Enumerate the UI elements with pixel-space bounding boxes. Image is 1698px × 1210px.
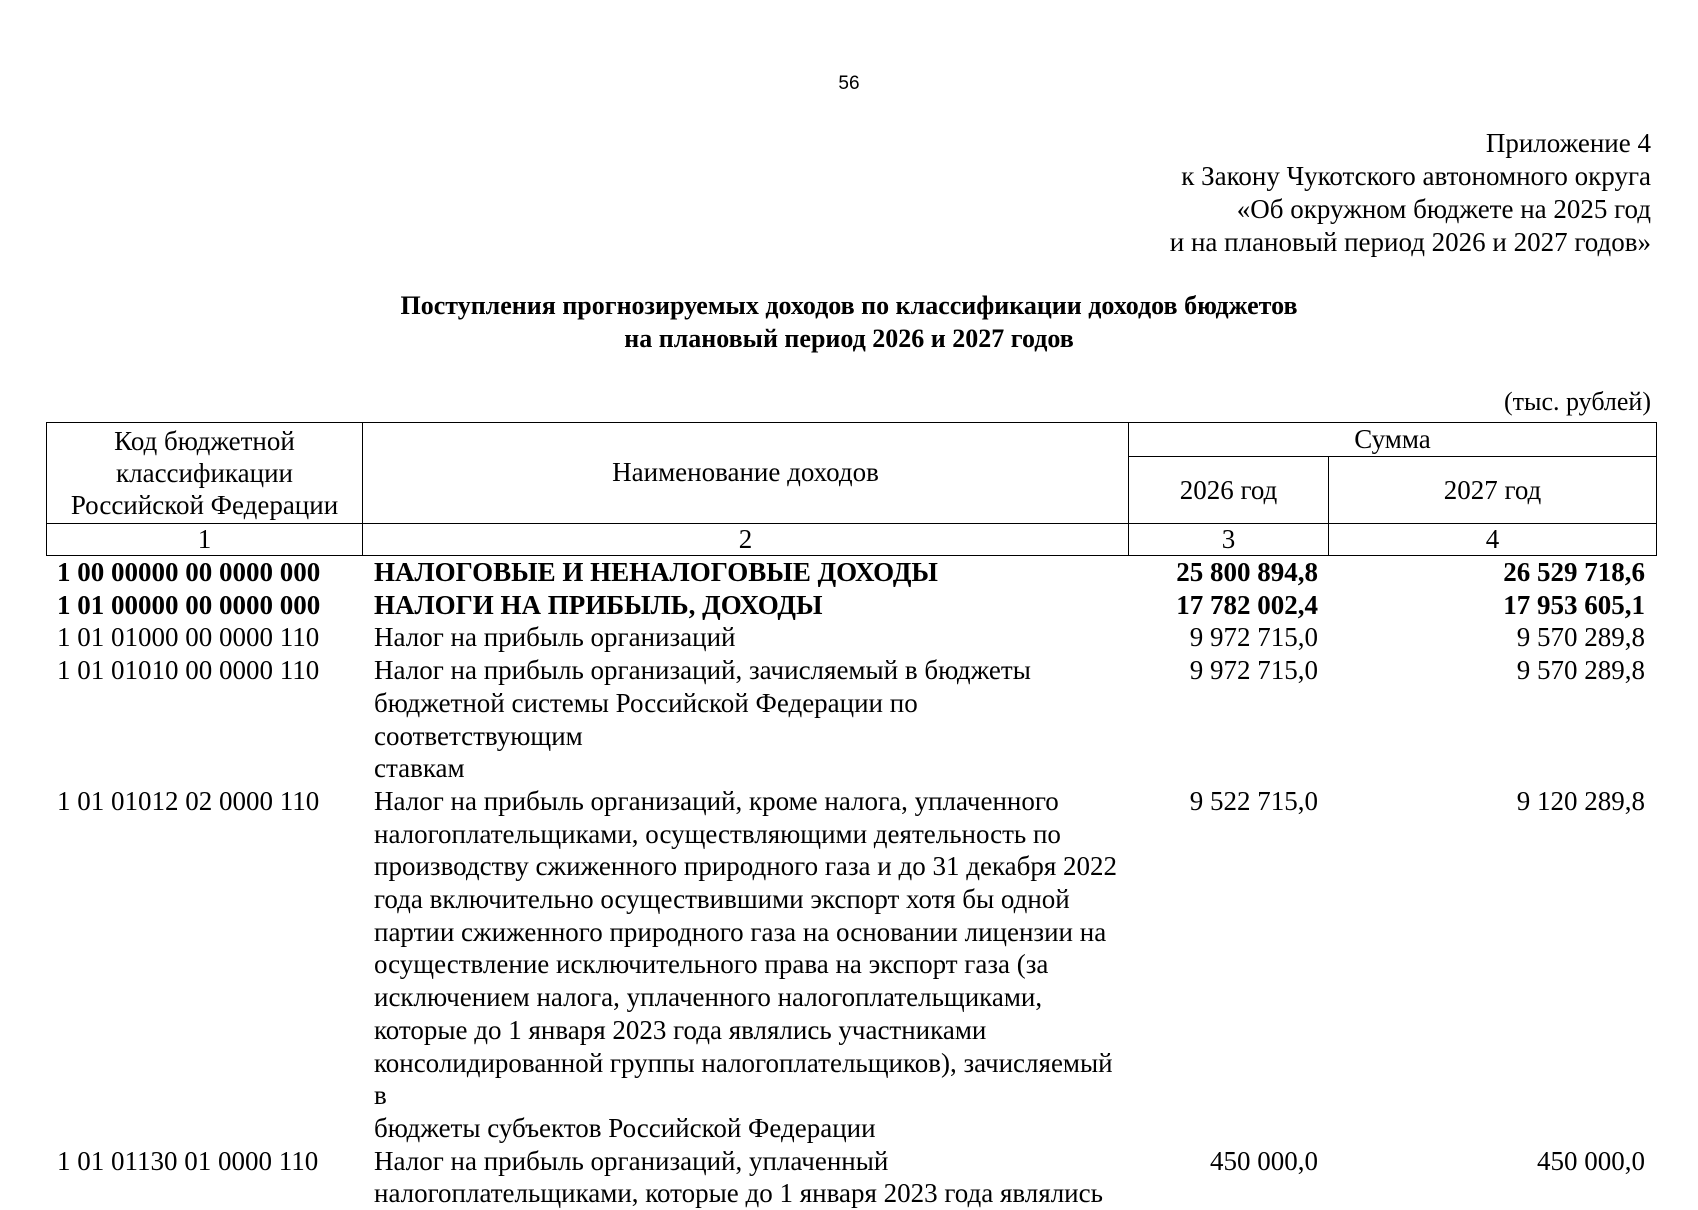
header-year-2026: 2026 год: [1129, 457, 1329, 524]
row-name-line: года включительно осуществившими экспорт хотя бы одной: [374, 884, 1070, 915]
header-year-2027: 2027 год: [1329, 457, 1657, 524]
appendix-line: и на плановый период 2026 и 2027 годов»: [1169, 227, 1651, 257]
row-value-2026: 9 522 715,0: [1189, 785, 1318, 816]
row-name-line: партии сжиженного природного газа на основании лицензии на: [374, 916, 1107, 947]
title-line: Поступления прогнозируемых доходов по классификации доходов бюджетов: [400, 291, 1298, 320]
units-note: (тыс. рублей): [1503, 387, 1651, 416]
header-code-line: классификации: [116, 458, 293, 488]
row-name-line: налогоплательщиками, осуществляющими деятельность по: [374, 818, 1061, 849]
row-name: [362, 589, 1128, 622]
row-name: [362, 556, 1128, 589]
row-name-line: НАЛОГОВЫЕ И НЕНАЛОГОВЫЕ ДОХОДЫ: [374, 557, 938, 587]
row-value-2027: 9 570 289,8: [1516, 622, 1645, 653]
row-code: 1 01 01000 00 0000 110: [57, 622, 320, 653]
column-number: 3: [1129, 524, 1329, 556]
row-value-2026: 9 972 715,0: [1189, 655, 1318, 686]
row-name-line: исключением налога, уплаченного налогоплательщиками,: [374, 982, 1043, 1013]
column-number: 2: [363, 524, 1129, 556]
row-value-2027: 450 000,0: [1537, 1145, 1645, 1176]
row-name-line: ставкам: [374, 753, 465, 784]
row-name-line: производству сжиженного природного газа и до 31 декабря 2022: [374, 851, 1118, 882]
table-row: [46, 621, 1656, 654]
table-row: [46, 785, 1656, 1145]
row-name-line: Налог на прибыль организаций, зачисляемый в бюджеты: [374, 655, 1031, 686]
column-numbers-row: [46, 523, 1657, 556]
row-name-line: бюджетной системы Российской Федерации по соответствующим: [374, 687, 918, 751]
row-name-line: консолидированной группы налогоплательщиков), зачисляемый в: [374, 1047, 1113, 1111]
row-name: [362, 621, 1128, 654]
table-row: [46, 589, 1656, 622]
row-value-2026: 450 000,0: [1210, 1145, 1318, 1176]
row-name: [362, 1145, 1128, 1210]
row-code: 1 01 00000 00 0000 000: [57, 589, 321, 620]
column-number: 1: [47, 524, 363, 556]
row-name-line: которые до 1 января 2023 года являлись участниками: [374, 1014, 987, 1045]
row-code: 1 01 01130 01 0000 110: [57, 1145, 319, 1176]
appendix-line: «Об окружном бюджете на 2025 год: [1236, 194, 1651, 224]
row-code: 1 01 01010 00 0000 110: [57, 655, 320, 686]
row-name-line: бюджеты субъектов Российской Федерации: [374, 1112, 876, 1143]
table-row: [46, 1145, 1656, 1210]
row-code: 1 00 00000 00 0000 000: [57, 557, 321, 587]
row-code: 1 01 01012 02 0000 110: [57, 785, 320, 816]
header-code: [47, 423, 363, 524]
header-sum: Сумма: [1129, 423, 1657, 457]
row-value-2027: 9 120 289,8: [1516, 785, 1645, 816]
table-row: [46, 654, 1656, 785]
document-title: [0, 289, 1698, 355]
column-number: 4: [1329, 524, 1657, 556]
table-row: [46, 556, 1656, 589]
row-value-2027: 26 529 718,6: [1503, 557, 1645, 587]
header-code-line: Российской Федерации: [70, 490, 339, 520]
header-name: Наименование доходов: [363, 423, 1129, 524]
appendix-line: к Закону Чукотского автономного округа: [1181, 161, 1651, 191]
income-table: [46, 556, 1656, 1210]
row-name-line: налогоплательщиками, которые до 1 января 2023 года являлись: [374, 1178, 1103, 1209]
header-code-line: Код бюджетной: [114, 426, 295, 456]
row-name-line: Налог на прибыль организаций, уплаченный: [374, 1145, 889, 1176]
row-value-2026: 25 800 894,8: [1176, 557, 1318, 587]
income-table-body: [46, 556, 1656, 1210]
row-name-line: Налог на прибыль организаций, кроме налога, уплаченного: [374, 785, 1059, 816]
row-value-2026: 17 782 002,4: [1176, 589, 1318, 620]
row-name-line: Налог на прибыль организаций: [374, 622, 736, 653]
appendix-line: Приложение 4: [1485, 128, 1651, 158]
page-number: 56: [838, 73, 860, 94]
title-line: на плановый период 2026 и 2027 годов: [624, 324, 1074, 353]
appendix-note: [751, 127, 1651, 259]
row-name-line: осуществление исключительного права на экспорт газа (за: [374, 949, 1049, 980]
table-header: [46, 422, 1657, 524]
row-value-2027: 9 570 289,8: [1516, 655, 1645, 686]
row-name: [362, 785, 1128, 1145]
row-name-line: НАЛОГИ НА ПРИБЫЛЬ, ДОХОДЫ: [374, 589, 823, 620]
row-value-2027: 17 953 605,1: [1503, 589, 1645, 620]
row-name: [362, 654, 1128, 785]
row-value-2026: 9 972 715,0: [1189, 622, 1318, 653]
